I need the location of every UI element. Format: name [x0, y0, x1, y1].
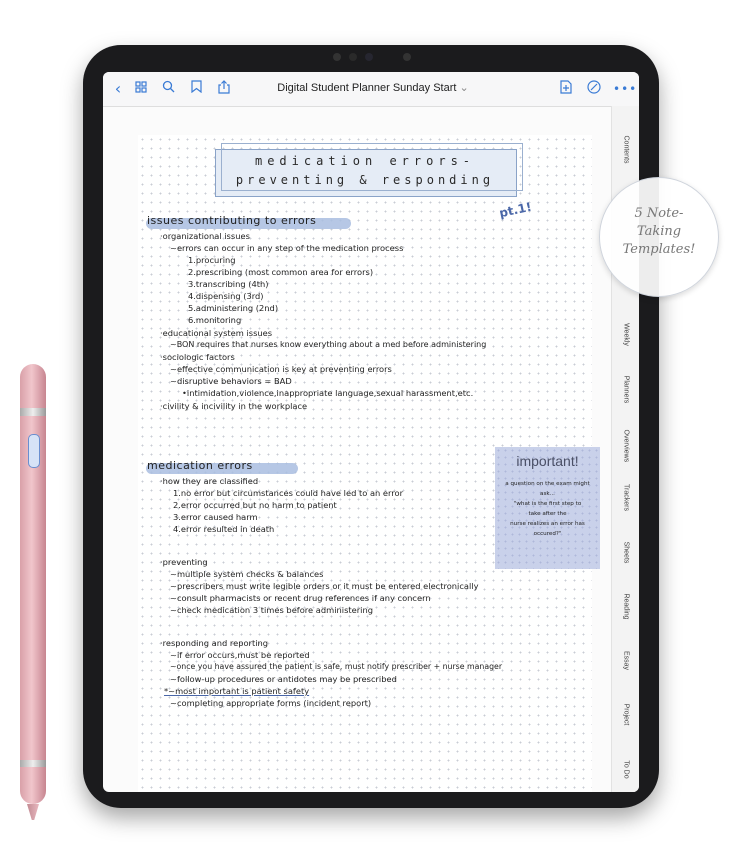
note-line: 6.monitoring	[188, 315, 242, 325]
note-line: ~disruptive behaviors = BAD	[170, 376, 292, 386]
back-icon[interactable]: ‹	[114, 79, 122, 98]
pen-band	[20, 760, 46, 767]
document-title[interactable]	[253, 81, 493, 94]
camera-dot	[403, 53, 411, 61]
tab-overviews[interactable]: Overviews	[622, 429, 630, 463]
pen-band	[20, 408, 46, 416]
badge-line: Taking	[636, 224, 682, 239]
note-title-line1: medication errors-	[254, 154, 476, 168]
note-line: ·responding and reporting	[160, 638, 269, 648]
sticky-line: "what is the first step to	[513, 501, 582, 507]
note-line: ~prescribers must write legible orders or it must be entered electronically	[170, 581, 479, 591]
camera-dot	[349, 53, 357, 61]
note-line: 3.error caused harm	[173, 512, 258, 522]
badge-line: Templates!	[622, 242, 696, 257]
sticky-note-body	[495, 479, 600, 539]
more-icon[interactable]: •••	[613, 82, 638, 96]
share-icon[interactable]	[217, 80, 231, 98]
note-line: 3.transcribing (4th)	[188, 279, 269, 289]
promo-badge	[599, 177, 719, 297]
part-label: pt.1!	[497, 199, 533, 221]
sticky-line: take after the	[528, 511, 567, 517]
note-line: *~most important is patient safety	[164, 686, 310, 696]
section-heading: issues contributing to errors	[147, 214, 317, 227]
pen-tip	[27, 804, 39, 820]
search-icon[interactable]	[160, 80, 176, 98]
note-line: 4.dispensing (3rd)	[188, 291, 264, 301]
chevron-down-icon: ⌄	[459, 82, 469, 94]
tab-weekly[interactable]: Weekly	[622, 323, 630, 346]
note-page[interactable]	[138, 135, 592, 792]
tab-trackers[interactable]: Trackers	[622, 484, 630, 511]
note-line: ~completing appropriate forms (incident report)	[170, 698, 372, 708]
camera-lens	[365, 53, 373, 61]
section-heading: medication errors	[147, 459, 253, 472]
tab-contents[interactable]: Contents	[622, 135, 630, 164]
ipad-screen	[103, 72, 639, 792]
note-line: 1.no error but circumstances could have led to an error	[173, 488, 404, 498]
tab-to-do[interactable]: To Do	[622, 760, 630, 779]
note-line: ~once you have assured the patient is safe, must notify prescriber + nurse manager	[170, 662, 503, 671]
sticky-line: ask...	[540, 491, 555, 497]
sticky-line: nurse realizes an error has	[510, 521, 585, 527]
note-line: 5.administering (2nd)	[188, 303, 279, 313]
pen-button	[28, 434, 40, 468]
bookmark-icon[interactable]	[189, 80, 203, 98]
note-title-line2: preventing & responding	[235, 173, 495, 187]
note-line: ~follow-up procedures or antidotes may be prescribed	[170, 674, 397, 684]
sticky-line: a question on the exam might	[505, 481, 590, 487]
note-line: ·organizational issues	[160, 231, 250, 241]
note-line: ~multiple system checks & balances	[170, 569, 324, 579]
tab-reading[interactable]: Reading	[622, 593, 630, 620]
note-line: ~check medication 3 times before administering	[170, 605, 373, 615]
app-toolbar	[103, 72, 639, 107]
note-line: ~effective communication is key at preventing errors	[170, 364, 392, 374]
document-title-text: Digital Student Planner Sunday Start	[277, 82, 457, 94]
tab-project[interactable]: Project	[622, 703, 630, 726]
pencil-circle-icon[interactable]	[587, 80, 601, 98]
note-line: 2.error occurred but no harm to patient	[173, 500, 337, 510]
stylus-pen	[20, 364, 46, 804]
note-line: 2.prescribing (most common area for errors)	[188, 267, 374, 277]
tab-planners[interactable]: Planners	[622, 375, 630, 404]
badge-line: 5 Note-	[634, 206, 684, 221]
note-line: 1.procuring	[188, 255, 236, 265]
note-line: ·how they are classified	[160, 476, 259, 486]
note-line: ~consult pharmacists or recent drug references if any concern	[170, 593, 431, 603]
note-line: ~if error occurs,must be reported	[170, 650, 310, 660]
note-line: ·preventing	[160, 557, 208, 567]
add-page-icon[interactable]	[559, 80, 573, 98]
sticky-note-title: important!	[516, 453, 579, 469]
note-line: ·educational system issues	[160, 328, 273, 338]
note-line: •intimidation,violence,inappropriate language,sexual harassment,etc.	[182, 388, 474, 398]
note-line: ~errors can occur in any step of the medication process	[170, 243, 404, 253]
note-line: ·sociologic factors	[160, 352, 235, 362]
note-line: ~BON requires that nurses know everything about a med before administering	[170, 340, 487, 349]
sticky-note[interactable]	[495, 447, 600, 569]
note-line: ·civility & incivility in the workplace	[160, 401, 308, 411]
camera-dot	[333, 53, 341, 61]
tab-sheets[interactable]: Sheets	[622, 541, 630, 564]
grid-icon[interactable]	[133, 80, 149, 98]
note-line: 4.error resulted in death	[173, 524, 275, 534]
sticky-line: occured?"	[533, 531, 562, 537]
tab-essay[interactable]: Essay	[622, 650, 630, 671]
